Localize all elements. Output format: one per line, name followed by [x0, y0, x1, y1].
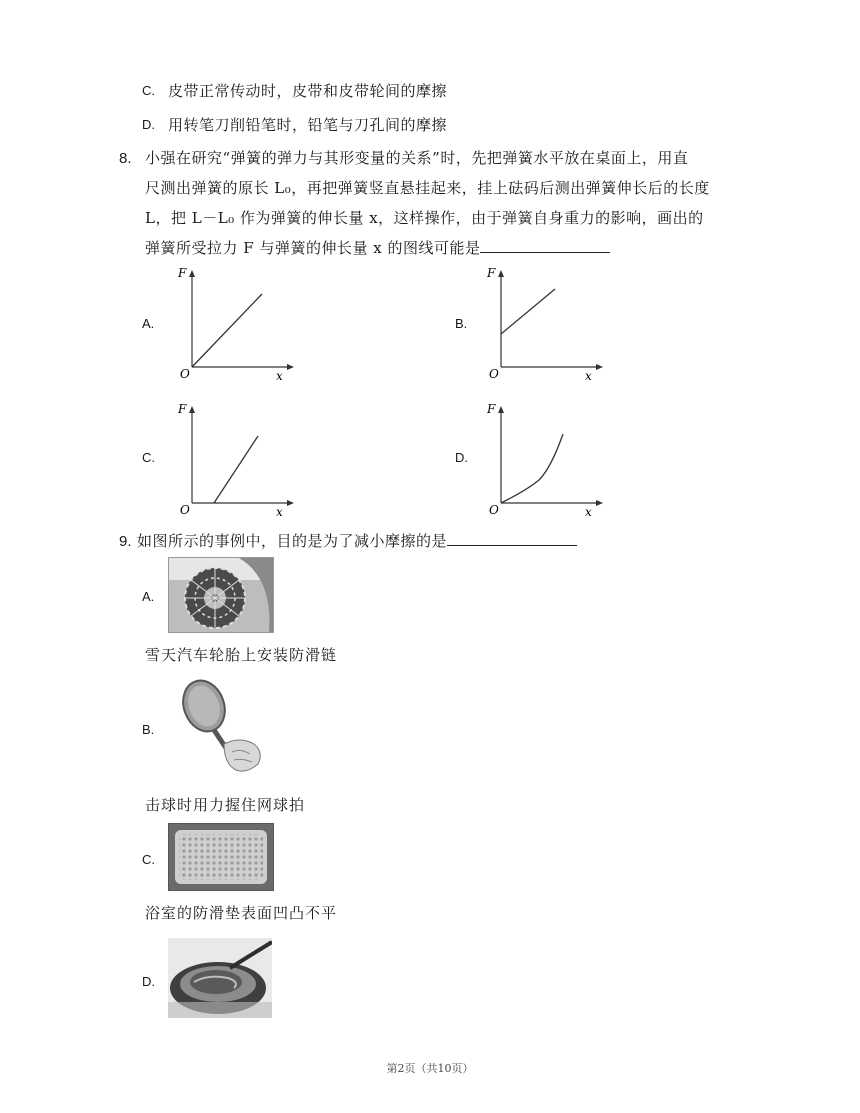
q8-answer-blank[interactable]	[480, 238, 610, 253]
q9-option-b-caption: 击球时用力握住网球拍	[145, 796, 306, 814]
q7-option-d-letter: D.	[142, 117, 155, 132]
q8-graph-c	[168, 398, 298, 522]
q9-option-c-caption: 浴室的防滑垫表面凹凸不平	[145, 904, 338, 922]
q8-graph-a-y-label: F	[178, 266, 187, 280]
q9-option-b-letter: B.	[142, 722, 155, 737]
q8-graph-a-line	[192, 294, 262, 367]
q7-option-d-text: 用转笔刀削铅笔时，铅笔与刀孔间的摩擦	[168, 116, 448, 134]
q9-stem-text: 如图所示的事例中，目的是为了减小摩擦的是	[137, 532, 448, 550]
q8-graph-b-y-label: F	[487, 266, 496, 280]
q8-number: 8.	[119, 150, 132, 167]
q9-stem	[137, 530, 577, 551]
q8-stem-line4-text: 弹簧所受拉力 F 与弹簧的伸长量 x 的图线可能是	[145, 239, 481, 257]
q8-graph-d-origin: O	[489, 503, 499, 517]
q8-graph-a	[168, 262, 298, 386]
q8-option-a-letter: A.	[142, 316, 155, 331]
q8-stem-line2: 尺测出弹簧的原长 L₀，再把弹簧竖直悬挂起来，挂上砝码后测出弹簧伸长后的长度	[145, 179, 710, 197]
q9-option-a-tire-chain-photo	[168, 557, 274, 633]
q8-graph-c-x-label: x	[276, 505, 283, 518]
q8-graph-d	[477, 398, 607, 522]
q7-option-c-letter: C.	[142, 83, 155, 98]
q8-option-d-letter: D.	[455, 450, 468, 465]
q9-number: 9.	[119, 533, 132, 550]
q8-option-c-letter: C.	[142, 450, 155, 465]
q7-option-c-text: 皮带正常传动时，皮带和皮带轮间的摩擦	[168, 82, 448, 100]
q8-graph-b-origin: O	[489, 367, 499, 381]
q8-graph-c-y-label: F	[178, 402, 187, 416]
q8-graph-b-x-label: x	[585, 369, 592, 382]
q8-graph-d-y-label: F	[487, 402, 496, 416]
q8-graph-a-x-label: x	[276, 369, 283, 382]
q9-option-d-letter: D.	[142, 974, 155, 989]
q8-graph-b	[477, 262, 607, 386]
q8-option-b-letter: B.	[455, 316, 468, 331]
page-footer: 第2页（共10页）	[386, 1062, 474, 1075]
q9-option-a-caption: 雪天汽车轮胎上安装防滑链	[145, 646, 338, 664]
q8-graph-d-curve	[501, 434, 563, 503]
q8-graph-c-line	[214, 436, 258, 503]
q9-option-c-letter: C.	[142, 852, 155, 867]
q9-option-b-racket-photo	[180, 678, 270, 778]
q8-graph-c-origin: O	[180, 503, 190, 517]
q9-option-a-letter: A.	[142, 589, 155, 604]
q9-option-d-photo	[168, 938, 272, 1018]
q8-graph-b-line	[501, 289, 555, 334]
q8-stem-line3: L，把 L－L₀ 作为弹簧的伸长量 x，这样操作，由于弹簧自身重力的影响，画出的	[145, 209, 704, 227]
q9-answer-blank[interactable]	[447, 531, 577, 546]
q9-option-c-mat-photo	[168, 823, 274, 891]
q8-graph-d-x-label: x	[585, 505, 592, 518]
q8-graph-a-origin: O	[180, 367, 190, 381]
q8-stem-line1: 小强在研究“弹簧的弹力与其形变量的关系”时，先把弹簧水平放在桌面上，用直	[145, 149, 689, 167]
q8-stem-line4	[145, 237, 610, 258]
